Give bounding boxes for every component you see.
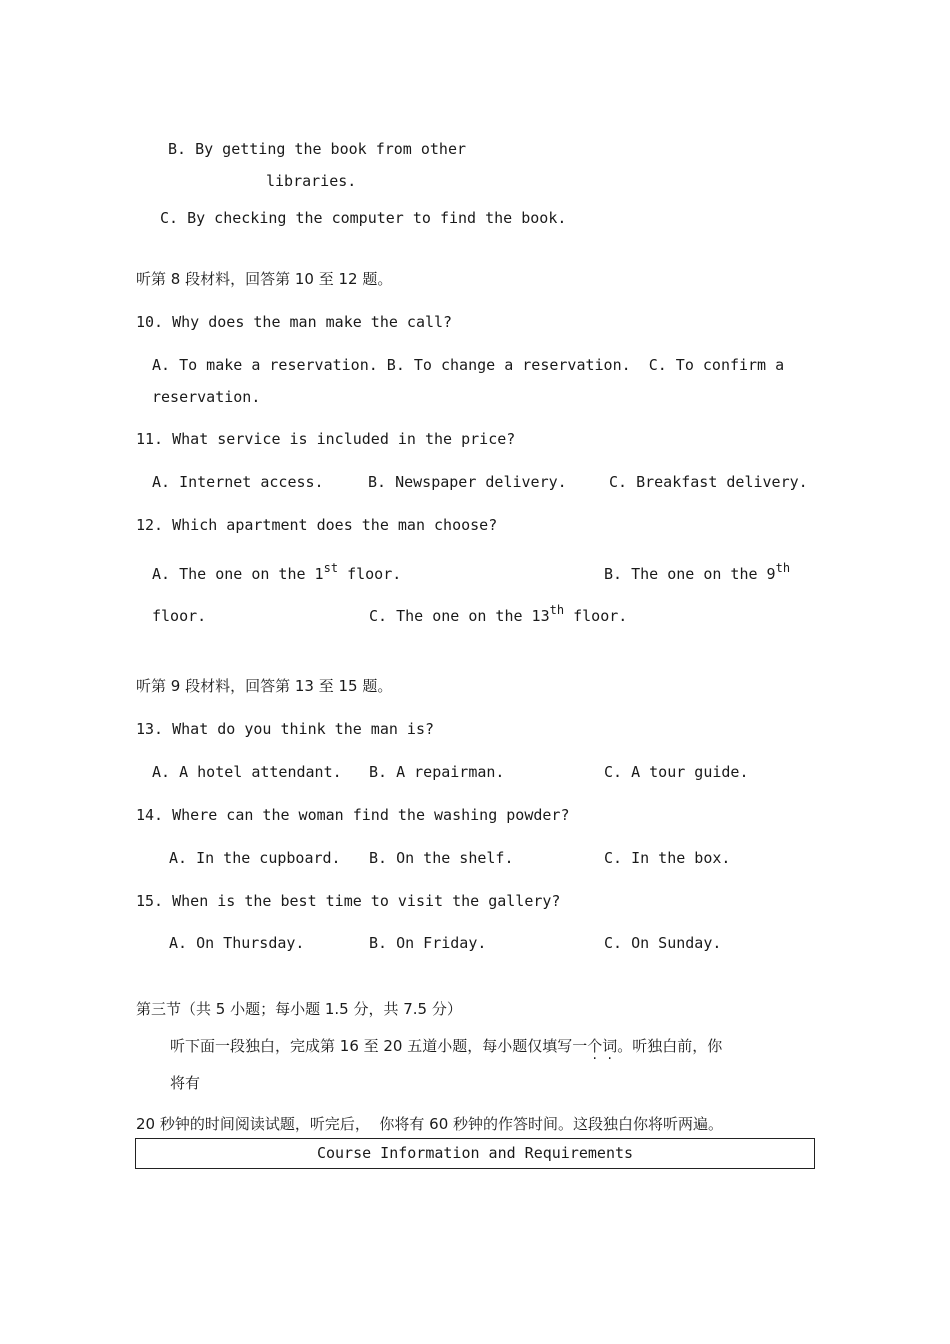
q12-option-c-text: C. The one on the 13 (369, 607, 550, 625)
instr-text-tail: 。听独白前，你 (617, 1037, 723, 1055)
q13-option-b: B. A repairman. (369, 763, 505, 781)
q12-option-a-sup: st (323, 561, 339, 575)
q14-option-a: A. In the cupboard. (169, 849, 341, 867)
q11-option-b: B. Newspaper delivery. (368, 473, 567, 491)
q15-question: 15. When is the best time to visit the gallery? (136, 892, 561, 910)
q12-option-b-text: B. The one on the 9 (604, 565, 776, 583)
part3-instructions-line3: 20 秒钟的时间阅读试题，听完后， 你将有 60 秒钟的作答时间。这段独白你将听两遍。 (136, 1115, 724, 1133)
q13-option-c: C. A tour guide. (604, 763, 749, 781)
q15-option-c: C. On Sunday. (604, 934, 722, 952)
course-table (135, 1138, 815, 1169)
q10-options-line1: A. To make a reservation. B. To change a reservation. C. To confirm a (152, 356, 785, 374)
q13-question: 13. What do you think the man is? (136, 720, 435, 738)
q10-question: 10. Why does the man make the call? (136, 313, 453, 331)
q15-option-b: B. On Friday. (369, 934, 487, 952)
q11-option-c: C. Breakfast delivery. (609, 473, 808, 491)
q9-option-b-line2: libraries. (266, 172, 357, 190)
q12-option-a-text: A. The one on the 1 (152, 565, 324, 583)
section8-heading: 听第 8 段材料，回答第 10 至 12 题。 (136, 270, 393, 288)
part3-heading: 第三节（共 5 小题；每小题 1.5 分，共 7.5 分） (136, 1000, 462, 1018)
course-table-title: Course Information and Requirements (316, 1144, 634, 1162)
q13-option-a: A. A hotel attendant. (152, 763, 342, 781)
q12-option-c-tail: floor. (564, 607, 628, 625)
q9-option-b-line1: B. By getting the book from other (168, 140, 467, 158)
part3-instructions-line2: 将有 (170, 1074, 201, 1092)
instr-emphasis-2: 词 (602, 1037, 618, 1055)
part3-instructions-line1 (170, 1036, 722, 1056)
instr-text: 听下面一段独白，完成第 16 至 20 五道小题，每小题仅填写一 (170, 1037, 588, 1055)
q11-option-a: A. Internet access. (152, 473, 324, 491)
q12-option-b (604, 561, 791, 584)
q12-option-c-sup: th (549, 603, 565, 617)
q12-option-c (369, 603, 628, 626)
section9-heading: 听第 9 段材料，回答第 13 至 15 题。 (136, 677, 393, 695)
q15-option-a: A. On Thursday. (169, 934, 305, 952)
q9-option-c: C. By checking the computer to find the book. (160, 209, 567, 227)
q11-question: 11. What service is included in the price? (136, 430, 516, 448)
q14-question: 14. Where can the woman find the washing powder? (136, 806, 570, 824)
q12-option-a (152, 561, 402, 584)
q10-options-line2: reservation. (152, 388, 261, 406)
q14-option-b: B. On the shelf. (369, 849, 514, 867)
q12-option-a-tail: floor. (338, 565, 402, 583)
q12-option-b-cont: floor. (152, 607, 207, 625)
q14-option-c: C. In the box. (604, 849, 731, 867)
q12-question: 12. Which apartment does the man choose? (136, 516, 498, 534)
instr-emphasis-1: 个 (587, 1037, 603, 1055)
q12-option-b-sup: th (775, 561, 791, 575)
